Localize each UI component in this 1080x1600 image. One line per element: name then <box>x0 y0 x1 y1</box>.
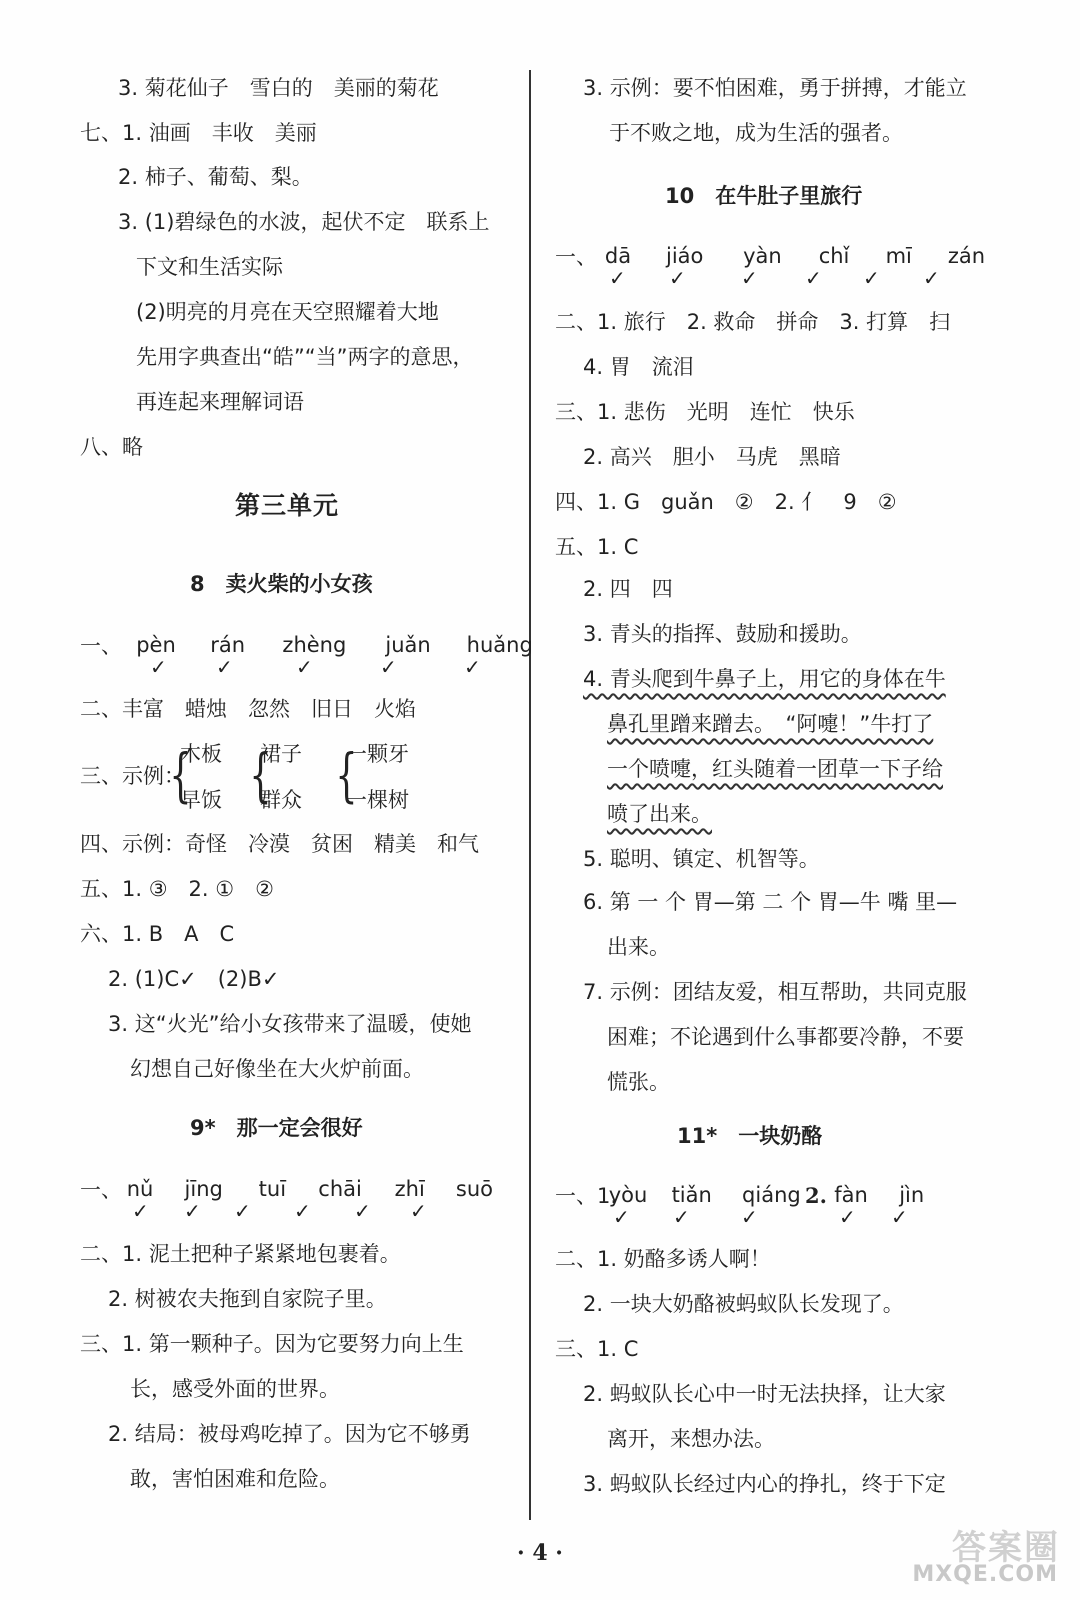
check-mark-icon: ✓ <box>150 655 167 679</box>
check-mark-icon: ✓ <box>296 655 313 679</box>
answer-line: 四、示例：奇怪 冷漠 贫困 精美 和气 <box>80 832 479 856</box>
answer-line: 3. 示例：要不怕困难，勇于拼搏，才能立 <box>583 76 967 100</box>
answer-line: 2. 高兴 胆小 马虎 黑暗 <box>583 445 841 469</box>
answer-line: 下文和生活实际 <box>136 255 283 279</box>
answer-line: 再连起来理解词语 <box>136 390 304 414</box>
pinyin-syllable: juǎn <box>385 633 431 657</box>
answer-line: 2. (1)C✓ (2)B✓ <box>108 967 280 991</box>
answer-line: 二、1. 旅行 2. 救命 拼命 3. 打算 扫 <box>555 310 951 334</box>
check-mark-icon: ✓ <box>839 1205 856 1229</box>
answer-line: 离开，来想办法。 <box>607 1427 775 1451</box>
check-mark-icon: ✓ <box>609 266 626 290</box>
answer-line: 于不败之地，成为生活的强者。 <box>609 121 903 145</box>
answer-line: 4. 胃 流泪 <box>583 355 694 379</box>
answer-line: 6. 第 一 个 胃—第 二 个 胃—牛 嘴 里— <box>583 890 958 914</box>
answer-line: 3. 蚂蚁队长经过内心的挣扎，终于下定 <box>583 1472 946 1496</box>
pinyin-syllable: fàn <box>834 1183 868 1207</box>
answer-line: 二、1. 奶酪多诱人啊！ <box>555 1247 771 1271</box>
answer-line: 三、1. 悲伤 光明 连忙 快乐 <box>555 400 855 424</box>
pinyin-syllable: huǎng <box>466 633 533 657</box>
word: 一颗牙 <box>346 742 409 766</box>
check-mark-icon: ✓ <box>613 1205 630 1229</box>
answer-line: 慌张。 <box>607 1070 670 1094</box>
answer-line: 2. 蚂蚁队长心中一时无法抉择，让大家 <box>583 1382 946 1406</box>
pinyin-syllable: tuī <box>258 1177 287 1201</box>
answer-line: 二、1. 泥土把种子紧紧地包裹着。 <box>80 1242 401 1266</box>
underlined-answer-line: 4. 青头爬到牛鼻子上，用它的身体在牛 <box>583 667 946 691</box>
check-mark-icon: ✓ <box>294 1199 311 1223</box>
answer-line: (2)明亮的月亮在天空照耀着大地 <box>136 300 439 324</box>
pinyin-syllable: yòu <box>608 1183 648 1207</box>
watermark-text: 答案圈 <box>952 1528 1060 1568</box>
answer-line: 5. 聪明、镇定、机智等。 <box>583 847 820 871</box>
check-mark-icon: ✓ <box>741 266 758 290</box>
section-title: 8 卖火柴的小女孩 <box>190 572 373 596</box>
section-title: 11* 一块奶酪 <box>677 1124 823 1148</box>
pinyin-syllable: dā <box>604 244 632 268</box>
check-mark-icon: ✓ <box>216 655 233 679</box>
pinyin-syllable: qiáng <box>742 1183 801 1207</box>
brace-icon: { <box>335 741 358 809</box>
pinyin-syllable: jīng <box>184 1177 223 1201</box>
answer-line: 长，感受外面的世界。 <box>130 1377 340 1401</box>
check-mark-icon: ✓ <box>410 1199 427 1223</box>
watermark-logo <box>912 1520 1060 1590</box>
answer-line: 先用字典查出“皓”“当”两字的意思， <box>136 345 474 369</box>
question-prefix: 一、1. <box>555 1184 618 1208</box>
word: 木板 <box>180 742 222 766</box>
answer-line: 五、1. ③ 2. ① ② <box>80 877 274 901</box>
underlined-answer-line: 鼻孔里蹭来蹭去。 “阿嚏！”牛打了 <box>607 712 934 736</box>
answer-line: 五、1. C <box>555 535 639 559</box>
pinyin-syllable: yàn <box>743 244 782 268</box>
pinyin-syllable: chāi <box>318 1177 362 1201</box>
underlined-answer-line: 一个喷嚏，红头随着一团草一下子给 <box>607 757 943 781</box>
underlined-answer-line: 喷了出来。 <box>607 802 712 826</box>
pinyin-row <box>124 632 545 658</box>
answer-line: 三、1. 第一颗种子。因为它要努力向上生 <box>80 1332 464 1356</box>
answer-line: 7. 示例：团结友爱，相互帮助，共同克服 <box>583 980 967 1004</box>
answer-line: 八、略 <box>80 435 143 459</box>
answer-line: 六、1. B A C <box>80 922 235 946</box>
answer-line: 2. 柿子、葡萄、梨。 <box>118 165 313 189</box>
word: 群众 <box>260 788 302 812</box>
check-mark-icon: ✓ <box>891 1205 908 1229</box>
check-mark-icon: ✓ <box>354 1199 371 1223</box>
answer-line: 七、1. 油画 丰收 美丽 <box>80 121 317 145</box>
pinyin-syllable: suō <box>455 1177 493 1201</box>
check-mark-icon: ✓ <box>669 266 686 290</box>
brace-icon: { <box>169 741 192 809</box>
page-number: · 4 · <box>517 1540 563 1566</box>
pinyin-syllable: rán <box>210 633 246 657</box>
pinyin-syllable: chǐ <box>818 244 850 268</box>
check-mark-icon: ✓ <box>184 1199 201 1223</box>
check-mark-icon: ✓ <box>464 655 481 679</box>
answer-line: 2. 结局：被母鸡吃掉了。因为它不够勇 <box>108 1422 471 1446</box>
pinyin-syllable: nǔ <box>126 1177 154 1201</box>
check-mark-icon: ✓ <box>923 266 940 290</box>
pinyin-syllable: mī <box>885 244 912 268</box>
pinyin-syllable: pèn <box>136 633 176 657</box>
answer-line: 幻想自己好像坐在大火炉前面。 <box>130 1057 424 1081</box>
watermark-text: MXQE.COM <box>912 1562 1058 1587</box>
brace-icon: { <box>249 741 272 809</box>
check-mark-icon: ✓ <box>380 655 397 679</box>
check-mark-icon: ✓ <box>863 266 880 290</box>
check-mark-icon: ✓ <box>234 1199 251 1223</box>
answer-line: 2. 一块大奶酪被蚂蚁队长发现了。 <box>583 1292 904 1316</box>
pinyin-syllable: jìn <box>899 1183 925 1207</box>
column-divider <box>529 70 531 1520</box>
question-prefix: 一、 <box>80 634 122 658</box>
pinyin-row <box>120 1176 505 1202</box>
question-prefix: 三、示例： <box>80 764 185 788</box>
answer-line: 3. 这“火光”给小女孩带来了温暖，使她 <box>108 1012 472 1036</box>
answer-line: 3. 青头的指挥、鼓励和援助。 <box>583 622 862 646</box>
section-title: 10 在牛肚子里旅行 <box>665 184 863 208</box>
answer-line: 2. 四 四 <box>583 577 673 601</box>
pinyin-syllable: tiǎn <box>671 1183 712 1207</box>
check-mark-icon: ✓ <box>741 1205 758 1229</box>
word: 一棵树 <box>346 788 409 812</box>
answer-line: 困难；不论遇到什么事都要冷静，不要 <box>607 1025 964 1049</box>
word: 早饭 <box>180 788 222 812</box>
pinyin-syllable: zhèng <box>282 633 347 657</box>
pinyin-syllable: jiáo <box>665 244 704 268</box>
answer-line: 四、1. G guǎn ② 2. 亻 9 ② <box>555 490 897 514</box>
check-mark-icon: ✓ <box>805 266 822 290</box>
check-mark-icon: ✓ <box>132 1199 149 1223</box>
pinyin-row <box>603 1182 812 1208</box>
pinyin-syllable: zhī <box>394 1177 425 1201</box>
question-prefix: 一、 <box>555 245 597 269</box>
check-mark-icon: ✓ <box>673 1205 690 1229</box>
pinyin-syllable: zán <box>947 244 986 268</box>
answer-line: 三、1. C <box>555 1337 639 1361</box>
question-number: 2. <box>805 1183 827 1208</box>
answer-line: 二、丰富 蜡烛 忽然 旧日 火焰 <box>80 697 416 721</box>
question-prefix: 一、 <box>80 1178 122 1202</box>
unit-title: 第三单元 <box>235 491 340 520</box>
answer-line: 3. 菊花仙子 雪白的 美丽的菊花 <box>118 76 439 100</box>
answer-line: 3. (1)碧绿色的水波，起伏不定 联系上 <box>118 210 490 234</box>
word: 裙子 <box>260 742 302 766</box>
section-title: 9* 那一定会很好 <box>190 1116 363 1140</box>
answer-line: 敢，害怕困难和危险。 <box>130 1467 340 1491</box>
answer-line: 2. 树被农夫拖到自家院子里。 <box>108 1287 387 1311</box>
answer-line: 出来。 <box>607 935 670 959</box>
